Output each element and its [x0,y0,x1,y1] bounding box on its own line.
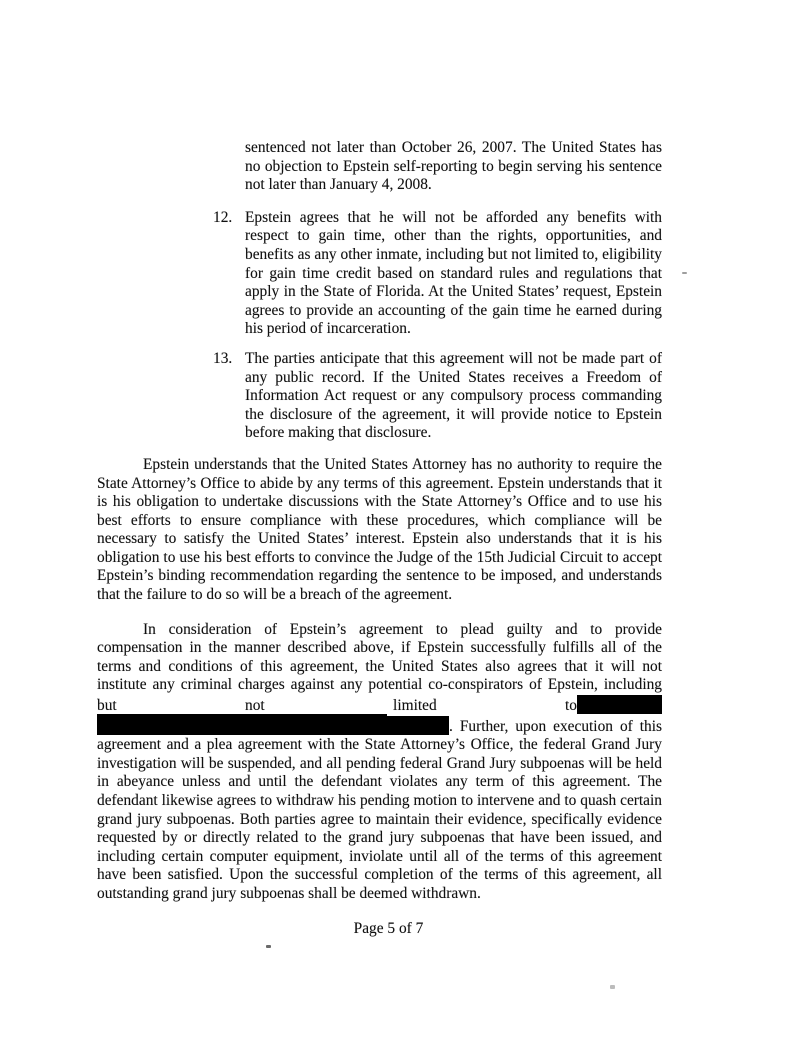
redaction-bar-1 [577,695,662,714]
redaction-bleed-mark [97,714,387,718]
scan-artifact [610,985,615,989]
page-content [97,139,662,938]
scan-artifact [266,945,271,948]
paragraph-text: In consideration of Epstein’s agreement to plead guilty and to provide compensation in the manner described above, if Epstein successfully fulfills all of the terms and conditions of this agreement, the United States also agrees that it will not institute any criminal charges against any potential co-conspirators of Epstein, including but not limited to [97,620,662,715]
redaction-bar-2 [97,716,449,735]
redacted-paragraph-part1 [97,621,662,716]
list-item-text: Epstein agrees that he will not be afforded any benefits with respect to gain time, other than the rights, opportunities, and benefits as any other inmate, including but not limited to, eligibility for gain time credit based on standard rules and regulations that apply in the State of Florida. At the United States’ request, Epstein agrees to provide an accounting of the gain time he earned during his period of incarceration. [245,208,662,338]
paragraph-text: . Further, upon execution of this agreement and a plea agreement with the State Attorney’s Office, the federal Grand Jury investigation will be suspended, and all pending federal Grand Jury subpoenas will be held in abeyance unless and until the defendant violates any term of this agreement. The defendant likewise agrees to withdraw his pending motion to intervene and to quash certain grand jury subpoenas. Both parties agree to maintain their evidence, specifically evidence requested by or directly related to the grand jury subpoenas that have been issued, and including certain computer equipment, inviolate until all of the terms of this agreement have been satisfied. Upon the successful completion of the terms of this agreement, all outstanding grand jury subpoenas shall be deemed withdrawn. [97,717,662,902]
page-number-footer: Page 5 of 7 [353,919,424,937]
scan-artifact [682,272,687,274]
list-item-number: 13. [213,349,233,367]
list-item-number: 12. [213,208,233,226]
body-paragraph: Epstein understands that the United States Attorney has no authority to require the State Attorney’s Office to abide by any terms of this agreement. Epstein understands that it is his obligation to undertake discussions with the State Attorney’s Office and to use his best efforts to ensure compliance with these procedures, which compliance will be necessary to satisfy the United States’ interest. Epstein also understands that it is his obligation to use his best efforts to convince the Judge of the 15th Judicial Circuit to accept Epstein’s binding recommendation regarding the sentence to be imposed, and understands that the failure to do so will be a breach of the agreement. [97,455,662,604]
continuation-paragraph: sentenced not later than October 26, 2007. The United States has no objection to Epstein self-reporting to begin serving his sentence not later than January 4, 2008. [245,139,662,194]
redacted-paragraph [97,621,662,904]
redacted-paragraph-part2 [97,716,662,904]
list-item-12 [97,209,662,339]
list-item-13 [97,350,662,443]
list-item-text: The parties anticipate that this agreement will not be made part of any public record. If the United States receives a Freedom of Information Act request or any compulsory process commanding the disclosure of the agreement, it will provide notice to Epstein before making that disclosure. [245,349,662,442]
